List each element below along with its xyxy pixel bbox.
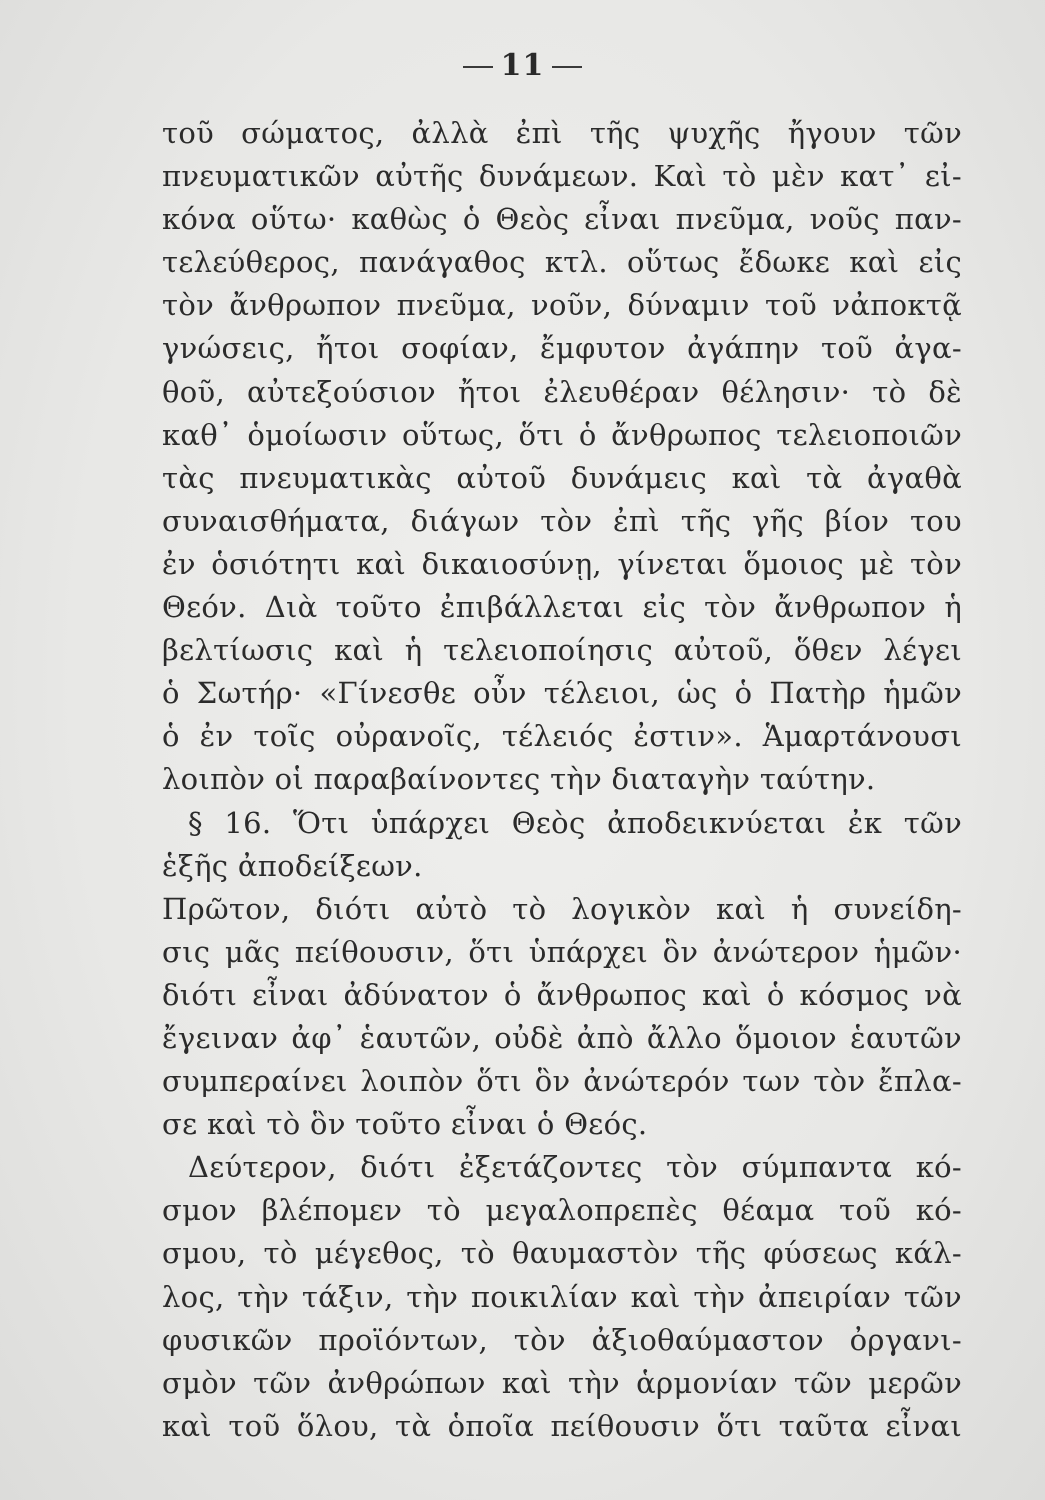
text-line: καὶ τοῦ ὅλου, τὰ ὁποῖα πείθουσιν ὅτι ταῦτα εἶναι	[162, 1408, 962, 1443]
text-line: τὰς πνευματικὰς αὐτοῦ δυνάμεις καὶ τὰ ἀγαθὰ	[162, 460, 962, 495]
text-line: σε καὶ τὸ ὃν τοῦτο εἶναι ὁ Θεός.	[162, 1107, 648, 1142]
text-line: φυσικῶν προϊόντων, τὸν ἀξιοθαύμαστον ὀργανι-	[162, 1322, 962, 1357]
text-line: κόνα οὕτω· καθὼς ὁ Θεὸς εἶναι πνεῦμα, νοῦς παν-	[162, 202, 962, 237]
section-heading-line: § 16. Ὅτι ὑπάρχει Θεὸς ἀποδεικνύεται ἐκ τῶν	[188, 805, 962, 840]
text-line: Δεύτερον, διότι ἐξετάζοντες τὸν σύμπαντα κό-	[188, 1150, 962, 1185]
text-line: σμον βλέπομεν τὸ μεγαλοπρεπὲς θέαμα τοῦ κό-	[162, 1193, 962, 1228]
text-line: Θεόν. Διὰ τοῦτο ἐπιβάλλεται εἰς τὸν ἄνθρωπον ἡ	[162, 590, 962, 625]
text-line: διότι εἶναι ἀδύνατον ὁ ἄνθρωπος καὶ ὁ κόσμος νὰ	[162, 977, 962, 1012]
text-line: ἔγειναν ἀφ᾽ ἑαυτῶν, οὐδὲ ἀπὸ ἄλλο ὅμοιον ἑαυτῶν	[162, 1020, 962, 1055]
text-line: τελεύθερος, πανάγαθος κτλ. οὕτως ἔδωκε καὶ εἰς	[162, 245, 962, 280]
page-number-header	[0, 48, 1045, 83]
text-line: τοῦ σώματος, ἀλλὰ ἐπὶ τῆς ψυχῆς ἤγουν τῶν	[162, 116, 962, 150]
text-line: Πρῶτον, διότι αὐτὸ τὸ λογικὸν καὶ ἡ συνείδη-	[162, 891, 962, 926]
page-number: 11	[500, 48, 545, 83]
text-line: ὁ ἐν τοῖς οὐρανοῖς, τέλειός ἐστιν». Ἁμαρτάνουσι	[162, 719, 962, 754]
text-line: ἑξῆς ἀποδείξεων.	[162, 848, 423, 883]
text-line: συναισθήματα, διάγων τὸν ἐπὶ τῆς γῆς βίον του	[162, 503, 962, 538]
text-line: γνώσεις, ἤτοι σοφίαν, ἔμφυτον ἀγάπην τοῦ ἀγα-	[162, 331, 962, 366]
text-line: θοῦ, αὐτεξούσιον ἤτοι ἐλευθέραν θέλησιν· τὸ δὲ	[162, 374, 962, 409]
header-left-dash	[463, 66, 493, 68]
text-line: καθ᾽ ὁμοίωσιν οὕτως, ὅτι ὁ ἄνθρωπος τελειοποιῶν	[162, 417, 962, 452]
text-line: ὁ Σωτήρ· «Γίνεσθε οὖν τέλειοι, ὡς ὁ Πατὴρ ἡμῶν	[162, 676, 962, 711]
text-line: σις μᾶς πείθουσιν, ὅτι ὑπάρχει ὃν ἀνώτερον ἡμῶν·	[162, 934, 962, 969]
text-line: τὸν ἄνθρωπον πνεῦμα, νοῦν, δύναμιν τοῦ νἀποκτᾷ	[162, 288, 962, 323]
text-line: πνευματικῶν αὐτῆς δυνάμεων. Καὶ τὸ μὲν κατ᾽ εἰ-	[162, 159, 962, 194]
text-line: ἐν ὁσιότητι καὶ δικαιοσύνῃ, γίνεται ὅμοιος μὲ τὸν	[162, 546, 962, 581]
body-text	[162, 112, 962, 1448]
text-line: σμὸν τῶν ἀνθρώπων καὶ τὴν ἁρμονίαν τῶν μερῶν	[162, 1365, 962, 1400]
text-line: συμπεραίνει λοιπὸν ὅτι ὃν ἀνώτερόν των τὸν ἔπλα-	[162, 1064, 962, 1099]
text-line: σμου, τὸ μέγεθος, τὸ θαυμαστὸν τῆς φύσεως κάλ-	[162, 1236, 962, 1271]
text-line: βελτίωσις καὶ ἡ τελειοποίησις αὐτοῦ, ὅθεν λέγει	[162, 633, 962, 668]
text-line: λοιπὸν οἱ παραβαίνοντες τὴν διαταγὴν ταύτην.	[162, 762, 876, 797]
text-line: λος, τὴν τάξιν, τὴν ποικιλίαν καὶ τὴν ἀπειρίαν τῶν	[162, 1279, 962, 1314]
header-right-dash	[552, 66, 582, 68]
